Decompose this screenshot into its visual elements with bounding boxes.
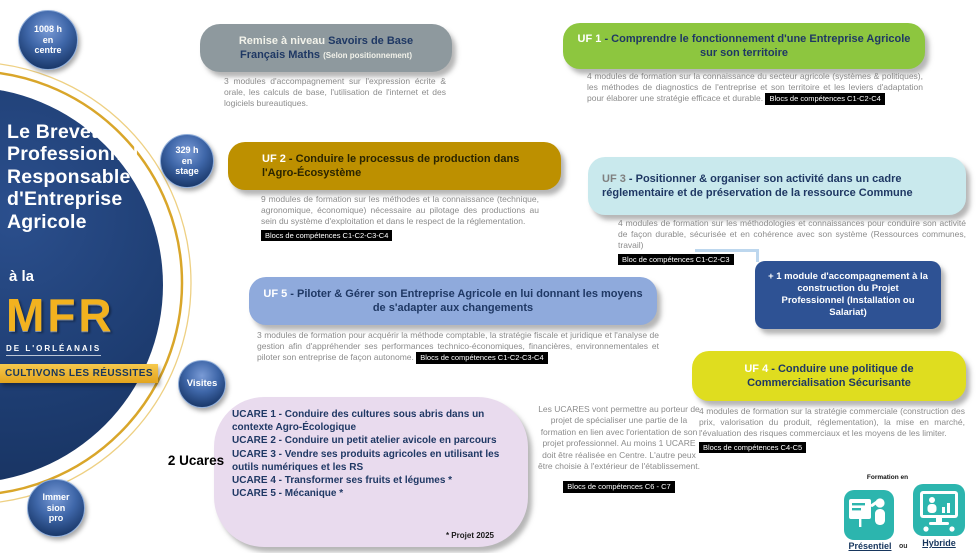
uf2-description — [261, 194, 539, 241]
badge-visites-label: Visites — [186, 377, 218, 389]
uf2-description-text: 9 modules de formation sur les méthodes et la connaissance (technique, agronomique, économique) nécessaire au pilotage des productions au sein du système d'exploitation et dans le respect de la réglementation. — [261, 194, 539, 227]
remise-title-part4: (Selon positionnement) — [323, 51, 413, 60]
ou-label: ou — [899, 543, 908, 550]
uf1-label: UF 1 — [577, 32, 602, 45]
uf3-description-text: 4 modules de formation sur les méthodologies et connaissances pour conduire son activité de façon durable, sécurisée et en cohérence avec son système (Ressources communes, travail) — [618, 218, 966, 251]
ucare-2-text: - Conduire un petit atelier avicole en parcours — [275, 435, 497, 447]
ucares-count-label: 2 Ucares — [167, 453, 225, 468]
badge-hours-centre-word: centre — [34, 45, 62, 56]
presentiel-icon — [843, 489, 895, 541]
ucare-5-label: UCARE 5 — [232, 488, 276, 500]
mfr-logo-text: MFR — [6, 289, 115, 341]
uf5-competences-badge: Blocs de compétences C1-C2-C3-C4 — [416, 352, 547, 364]
badge-immersion-l3: pro — [48, 513, 64, 524]
ucare-item-1 — [232, 408, 512, 434]
uf1-title: - Comprendre le fonctionnement d'une Entreprise Agricole sur son territoire — [604, 32, 911, 59]
uf4-description — [699, 406, 965, 453]
uf2-box — [228, 142, 561, 190]
remise-title-part3: Français Maths — [239, 49, 321, 61]
uf2-label: UF 2 — [262, 152, 286, 165]
ucares-footnote: * Projet 2025 — [445, 531, 494, 540]
badge-hours-stage — [160, 134, 214, 188]
uf4-label: UF 4 — [744, 362, 769, 375]
remise-description: 3 modules d'accompagnement sur l'expression écrite & orale, les calculs de base, l'utilisation de l'internet et des logiciels bureautiques. — [224, 76, 446, 109]
ucare-2-label: UCARE 2 — [232, 435, 276, 447]
uf4-competences-badge: Blocs de compétences C4-C5 — [699, 442, 806, 454]
uf2-competences-badge: Blocs de compétences C1-C2-C3-C4 — [261, 230, 392, 242]
uf5-label: UF 5 — [263, 287, 288, 300]
uf3-projet-connector — [695, 249, 759, 252]
ucares-box — [214, 397, 528, 547]
badge-hours-centre-value: 1008 h — [33, 24, 63, 35]
remise-title-part2: Savoirs de Base — [328, 34, 414, 47]
badge-hours-centre — [18, 10, 78, 70]
program-title: Le Brevet Professionnel Responsable d'Entreprise Agricole — [7, 121, 139, 233]
uf5-title: - Piloter & Gérer son Entreprise Agricole en lui donnant les moyens de s'adapter aux changements — [290, 287, 643, 314]
uf1-competences-badge: Blocs de compétences C1-C2-C4 — [765, 93, 884, 105]
uf3-projet-connector-vertical — [756, 249, 759, 262]
uf5-description — [257, 330, 659, 364]
uf1-description-text: 4 modules de formation sur la connaissance du secteur agricole (systèmes & politiques), les méthodes de diagnostics de l'entreprise et son territoire et les leviers d'adaptation pour élaborer une stratégie efficace et durable. — [587, 71, 923, 104]
ucare-item-4 — [232, 474, 512, 487]
ucare-3-text: - Vendre ses produits agricoles en utilisant les outils numériques et les RS — [232, 448, 500, 473]
ucare-item-5 — [232, 487, 512, 500]
mfr-logo — [6, 289, 115, 356]
uf1-box — [563, 23, 925, 69]
uf2-title: - Conduire le processus de production dans l'Agro-Écosystème — [262, 152, 520, 179]
a-la-text: à la — [9, 268, 35, 285]
ucare-3-label: UCARE 3 — [232, 448, 276, 460]
projet-professionnel-text: + 1 module d'accompagnement à la construction du Projet Professionnel (Installation ou Salariat) — [768, 270, 928, 319]
uf1-description — [587, 71, 923, 105]
remise-title-part1: Remise à niveau — [238, 34, 326, 47]
uf3-label: UF 3 — [602, 172, 626, 185]
projet-professionnel-box — [755, 261, 941, 329]
ucares-note — [537, 404, 701, 493]
ucare-4-text: - Transformer ses fruits et légumes * — [275, 474, 453, 486]
uf5-description-text: 3 modules de formation pour acquérir la méthode comptable, la stratégie fiscale et juridique et l'analyse de gestion afin d'appréhender ses performances technico-économiques, financières, environnementales et piloter son entreprise de façon autonome. — [257, 330, 659, 363]
remise-title — [239, 34, 413, 62]
badge-hours-stage-en: en — [181, 155, 193, 166]
ucares-note-text: Les UCARES vont permettre au porteur de projet de spécialiser une partie de la formation en lien avec l'orientation de son projet professionnel. Au moins 1 UCARE doit être réalisée en Centre. L'autre peux être choisie à l'extérieur de l'établissement. — [538, 404, 700, 472]
formation-mode-label: Formation en — [866, 474, 909, 481]
uf3-box — [588, 157, 966, 215]
uf4-box — [692, 351, 966, 401]
mfr-logo-subtitle: DE L'ORLÉANAIS — [6, 344, 101, 356]
ucare-1-text: - Conduire des cultures sous abris dans un contexte Agro-Écologique — [232, 409, 485, 434]
ucare-1-label: UCARE 1 — [232, 409, 276, 420]
remise-box — [200, 24, 452, 72]
hybride-icon — [912, 483, 966, 537]
uf3-competences-badge: Bloc de compétences C1-C2-C3 — [618, 254, 734, 266]
badge-immersion-l1: Immer — [42, 492, 70, 503]
mfr-logo-banner: CULTIVONS LES RÉUSSITES — [0, 364, 158, 383]
ucare-5-text: - Mécanique * — [275, 488, 344, 500]
presentiel-label: Présentiel — [848, 541, 892, 551]
uf5-box — [249, 277, 657, 325]
badge-immersion-l2: sion — [46, 502, 66, 513]
uf4-description-text: 4 modules de formation sur la stratégie commerciale (construction des prix, valorisation du produit, réglementation), la mise en marché, l'évaluation des risques commerciaux et les moyens de les limiter. — [699, 406, 965, 439]
uf3-title: - Positionner & organiser son activité dans un cadre réglementaire et de préservation de la ressource Commune — [602, 172, 913, 199]
ucare-4-label: UCARE 4 — [232, 474, 276, 486]
badge-hours-centre-en: en — [42, 34, 54, 45]
badge-hours-stage-word: stage — [175, 166, 199, 177]
ucares-competences-badge: Blocs de compétences C6 - C7 — [563, 481, 674, 493]
badge-visites — [178, 360, 226, 408]
ucare-item-2 — [232, 434, 512, 447]
badge-hours-stage-value: 329 h — [175, 145, 199, 156]
badge-immersion — [27, 479, 85, 537]
ucare-item-3 — [232, 448, 512, 474]
uf4-title: - Conduire une politique de Commercialisation Sécurisante — [747, 362, 914, 389]
uf3-description — [618, 218, 966, 265]
hybride-label: Hybride — [922, 538, 956, 548]
